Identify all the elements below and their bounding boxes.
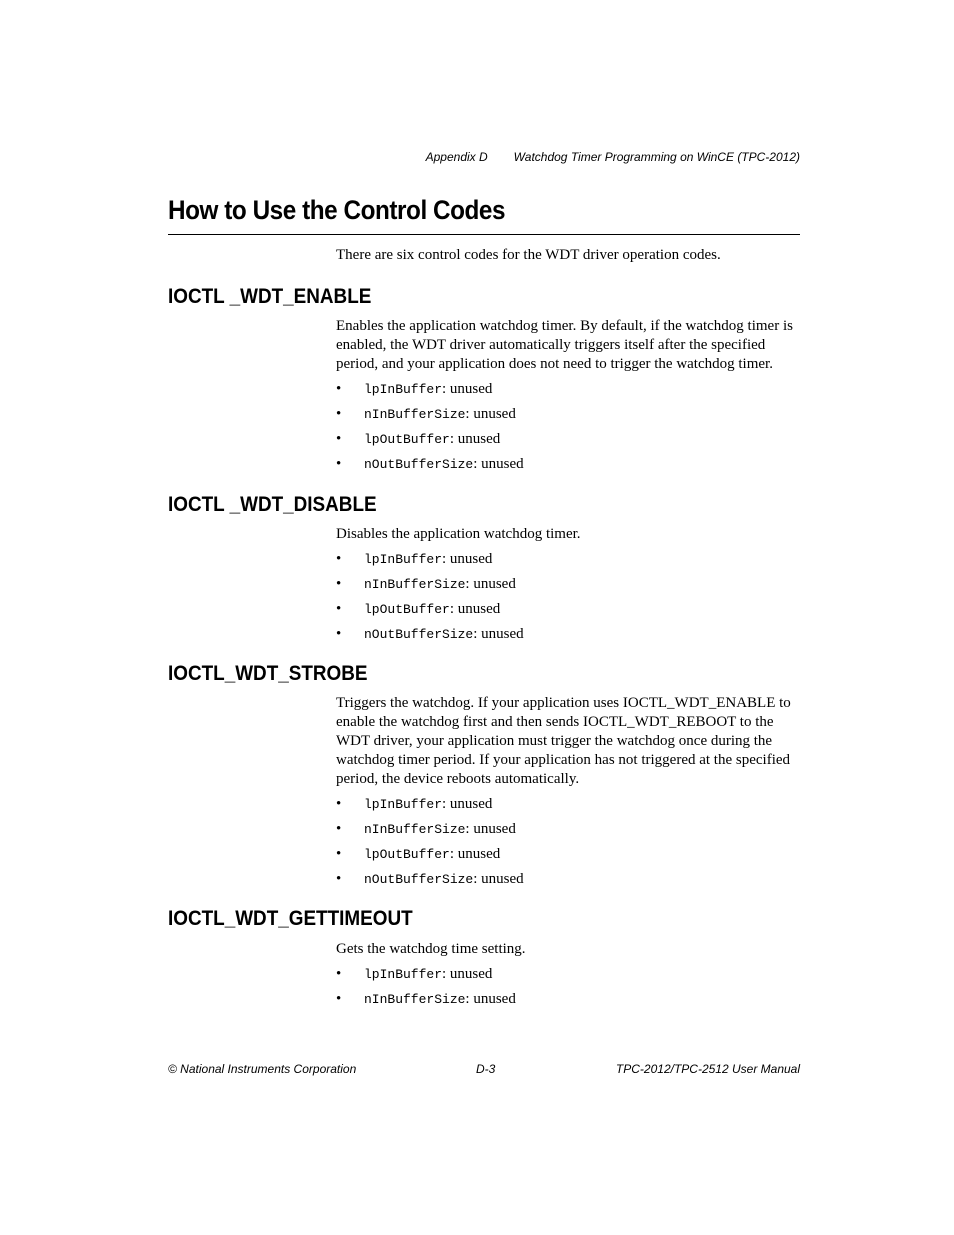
- param-name: nInBufferSize: [364, 992, 466, 1007]
- list-item: [336, 430, 524, 455]
- list-item: [336, 845, 524, 870]
- page-title: How to Use the Control Codes: [168, 195, 506, 225]
- footer-page-number: D-3: [476, 1062, 496, 1076]
- list-item: [336, 380, 524, 405]
- header-chapter: Watchdog Timer Programming on WinCE (TPC-2012): [513, 150, 800, 164]
- section-body-wdt-disable: Disables the application watchdog timer.: [336, 526, 581, 542]
- param-value: : unused: [473, 456, 524, 472]
- param-value: : unused: [473, 626, 524, 642]
- param-name: lpOutBuffer: [364, 847, 450, 862]
- list-item: [336, 550, 524, 575]
- param-name: nInBufferSize: [364, 577, 466, 592]
- param-value: : unused: [465, 821, 516, 837]
- param-list-wdt-gettimeout: [336, 965, 516, 1015]
- param-name: lpOutBuffer: [364, 432, 450, 447]
- param-name: nInBufferSize: [364, 822, 466, 837]
- param-value: : unused: [465, 991, 516, 1007]
- list-item: [336, 405, 524, 430]
- param-name: lpInBuffer: [364, 382, 443, 397]
- param-name: lpInBuffer: [364, 552, 443, 567]
- section-body-wdt-enable: Enables the application watchdog timer. By default, if the watchdog timer is enabled, the WDT driver automatically triggers itself after the specified period, and your application does not need to trigger the watchdog timer.: [336, 318, 793, 372]
- param-name: nInBufferSize: [364, 407, 466, 422]
- param-name: lpInBuffer: [364, 797, 443, 812]
- list-item: [336, 965, 516, 990]
- list-item: [336, 820, 524, 845]
- param-name: lpInBuffer: [364, 967, 443, 982]
- section-body-wdt-strobe: Triggers the watchdog. If your application uses IOCTL_WDT_ENABLE to enable the watchdog first and then sends IOCTL_WDT_REBOOT to the WDT driver, your application must trigger the watchdog once during the watchdog timer period. If your application has not triggered at the specified period, the device reboots automatically.: [336, 695, 791, 787]
- section-heading-wdt-disable: IOCTL _WDT_DISABLE: [168, 493, 377, 516]
- list-item: [336, 575, 524, 600]
- section-heading-wdt-strobe: IOCTL_WDT_STROBE: [168, 662, 368, 685]
- param-list-wdt-enable: [336, 380, 524, 480]
- param-value: : unused: [442, 966, 493, 982]
- title-rule: [168, 234, 800, 235]
- param-value: : unused: [465, 406, 516, 422]
- param-value: : unused: [442, 381, 493, 397]
- running-header: [426, 150, 800, 164]
- param-list-wdt-strobe: [336, 795, 524, 895]
- list-item: [336, 455, 524, 480]
- param-value: : unused: [449, 846, 501, 862]
- param-value: : unused: [442, 796, 493, 812]
- header-appendix: Appendix D: [425, 150, 488, 164]
- section-heading-wdt-enable: IOCTL _WDT_ENABLE: [168, 285, 372, 308]
- list-item: [336, 600, 524, 625]
- list-item: [336, 870, 524, 895]
- list-item: [336, 990, 516, 1015]
- section-heading-wdt-gettimeout: IOCTL_WDT_GETTIMEOUT: [168, 907, 413, 930]
- param-value: : unused: [449, 431, 501, 447]
- footer-copyright: © National Instruments Corporation: [168, 1062, 357, 1076]
- param-value: : unused: [465, 576, 516, 592]
- param-name: nOutBufferSize: [364, 872, 474, 887]
- param-value: : unused: [442, 551, 493, 567]
- section-body-wdt-gettimeout: Gets the watchdog time setting.: [336, 941, 526, 957]
- param-name: lpOutBuffer: [364, 602, 450, 617]
- param-name: nOutBufferSize: [364, 457, 474, 472]
- intro-paragraph: There are six control codes for the WDT driver operation codes.: [336, 247, 721, 263]
- footer-manual-title: TPC-2012/TPC-2512 User Manual: [615, 1062, 800, 1076]
- param-name: nOutBufferSize: [364, 627, 474, 642]
- param-list-wdt-disable: [336, 550, 524, 650]
- list-item: [336, 625, 524, 650]
- list-item: [336, 795, 524, 820]
- param-value: : unused: [473, 871, 524, 887]
- param-value: : unused: [449, 601, 501, 617]
